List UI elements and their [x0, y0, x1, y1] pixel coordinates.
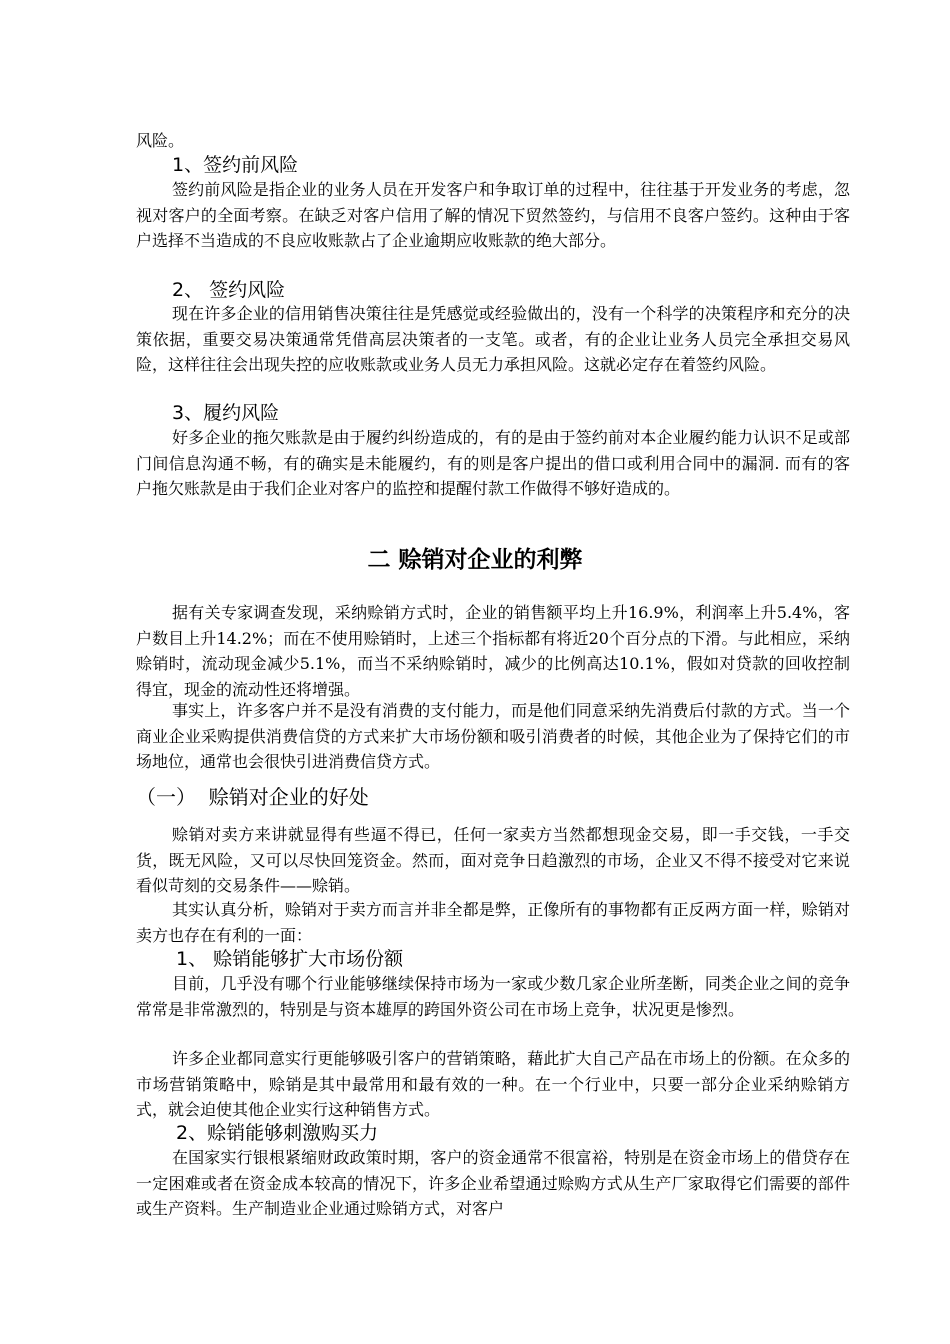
paragraph-consumer-credit: 事实上，许多客户并不是没有消费的支付能力，而是他们同意采纳先消费后付款的方式。当一个商业企业采购提供消费信贷的方式来扩大市场份额和吸引消费者的时候，其他企业为了保持它们的市场地位，通常也会很快引进消费信贷方式。: [136, 701, 850, 771]
paragraph-analysis: 其实认真分析，赊销对于卖方而言并非全都是弊，正像所有的事物都有正反两方面一样，赊销对卖方也存在有利的一面：: [136, 900, 850, 945]
paragraph-expert-survey: 据有关专家调查发现，采纳赊销方式时，企业的销售额平均上升16.9%，利润率上升5.4%，客户数目上升14.2%；而在不使用赊销时，上述三个指标都有将近20个百分点的下滑。与此相应，采纳赊销时，流动现金减少5.1%，而当不采纳赊销时，减少的比例高达10.1%，假如对贷款的回收控制得宜，现金的流动性还将增强。: [136, 603, 850, 699]
paragraph-signing-risk: 现在许多企业的信用销售决策往往是凭感觉或经验做出的，没有一个科学的决策程序和充分的决策依据，重要交易决策通常凭借高层决策者的一支笔。或者，有的企业让业务人员完全承担交易风险，这样往往会出现失控的应收账款或业务人员无力承担风险。这就必定存在着签约风险。: [136, 304, 850, 374]
paragraph-performance-risk: 好多企业的拖欠账款是由于履约纠纷造成的，有的是由于签约前对本企业履约能力认识不足或部门间信息沟通不畅，有的确实是未能履约，有的则是客户提出的借口或利用合同中的漏洞. 而有的客户拖欠账款是由于我们企业对客户的监控和提醒付款工作做得不够好造成的。: [136, 428, 850, 498]
section-title: 二 赊销对企业的利弊: [367, 547, 583, 573]
paragraph-risk-tail: 风险。: [136, 131, 185, 150]
paragraph-pre-signing-risk: 签约前风险是指企业的业务人员在开发客户和争取订单的过程中，往往基于开发业务的考虑，忽视对客户的全面考察。在缺乏对客户信用了解的情况下贸然签约，与信用不良客户签约。这种由于客户选择不当造成的不良应收账款占了企业逾期应收账款的绝大部分。: [136, 180, 850, 250]
heading-purchasing-power: 2、赊销能够刺激购买力: [176, 1122, 379, 1144]
heading-market-share: 1、 赊销能够扩大市场份额: [176, 948, 404, 970]
paragraph-market-share-1: 目前，几乎没有哪个行业能够继续保持市场为一家或少数几家企业所垄断，同类企业之间的竞争常常是非常激烈的，特别是与资本雄厚的跨国外资公司在市场上竞争，状况更是惨烈。: [136, 974, 850, 1019]
heading-signing-risk: 2、 签约风险: [172, 279, 286, 301]
subsection-title: （一） 赊销对企业的好处: [136, 785, 369, 809]
heading-pre-signing-risk: 1、签约前风险: [172, 154, 299, 176]
paragraph-purchasing-power: 在国家实行银根紧缩财政政策时期，客户的资金通常不很富裕，特别是在资金市场上的借贷存在一定困难或者在资金成本较高的情况下，许多企业希望通过赊购方式从生产厂家取得它们需要的部件或生产资料。生产制造业企业通过赊销方式，对客户: [136, 1148, 850, 1218]
heading-performance-risk: 3、履约风险: [172, 402, 280, 424]
paragraph-market-share-2: 许多企业都同意实行更能够吸引客户的营销策略，藉此扩大自己产品在市场上的份额。在众多的市场营销策略中，赊销是其中最常用和最有效的一种。在一个行业中，只要一部分企业采纳赊销方式，就会迫使其他企业实行这种销售方式。: [136, 1049, 850, 1119]
paragraph-seller-view: 赊销对卖方来讲就显得有些逼不得已，任何一家卖方当然都想现金交易，即一手交钱，一手交货，既无风险，又可以尽快回笼资金。然而，面对竞争日趋激烈的市场，企业又不得不接受对它来说看似苛刻的交易条件——赊销。: [136, 825, 850, 895]
